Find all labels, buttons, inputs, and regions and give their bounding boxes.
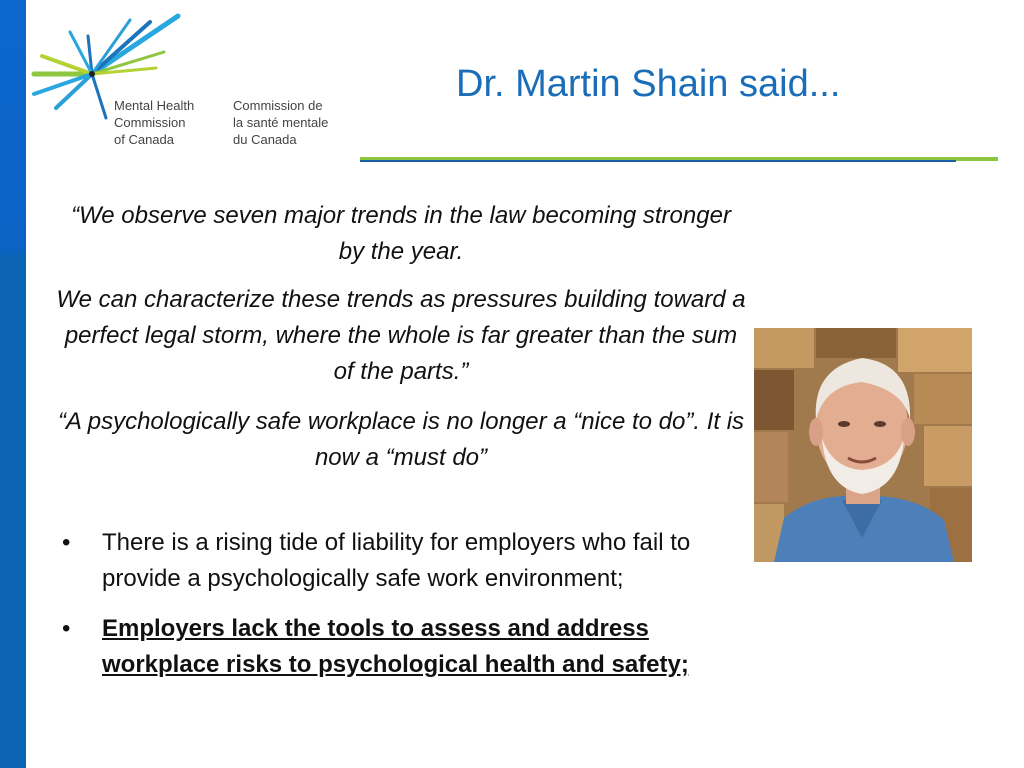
bullet-marker: •: [62, 529, 71, 556]
quote-2: We can characterize these trends as pressures building toward a perfect legal storm, where the whole is far greater than the sum of the parts.”: [56, 286, 746, 385]
logo-name-english: Mental Health Commission of Canada: [114, 98, 195, 147]
title-rule-blue: [360, 160, 956, 162]
slide-title: Dr. Martin Shain said...: [456, 63, 841, 105]
quote-section: [56, 198, 746, 476]
bullet-marker: •: [62, 615, 71, 642]
quote-1: “We observe seven major trends in the law becoming stronger by the year.: [71, 202, 731, 265]
bullet-text: There is a rising tide of liability for employers who fail to provide a psychologically safe work environment;: [102, 529, 691, 592]
quote-3: “A psychologically safe workplace is no longer a “nice to do”. It is now a “must do”: [57, 408, 745, 471]
portrait-image: [754, 328, 972, 562]
bullet-text-emphasized: Employers lack the tools to assess and address workplace risks to psychological health and safety;: [102, 615, 689, 678]
bullet-list: [58, 525, 738, 697]
logo-name-french: Commission de la santé mentale du Canada: [233, 98, 329, 147]
bullet-item: [58, 611, 738, 683]
mhcc-logo: [30, 12, 350, 157]
left-accent-band: [0, 255, 26, 768]
portrait-photo: [754, 328, 972, 562]
left-accent-bar: [0, 0, 26, 768]
bullet-item: [58, 525, 738, 597]
